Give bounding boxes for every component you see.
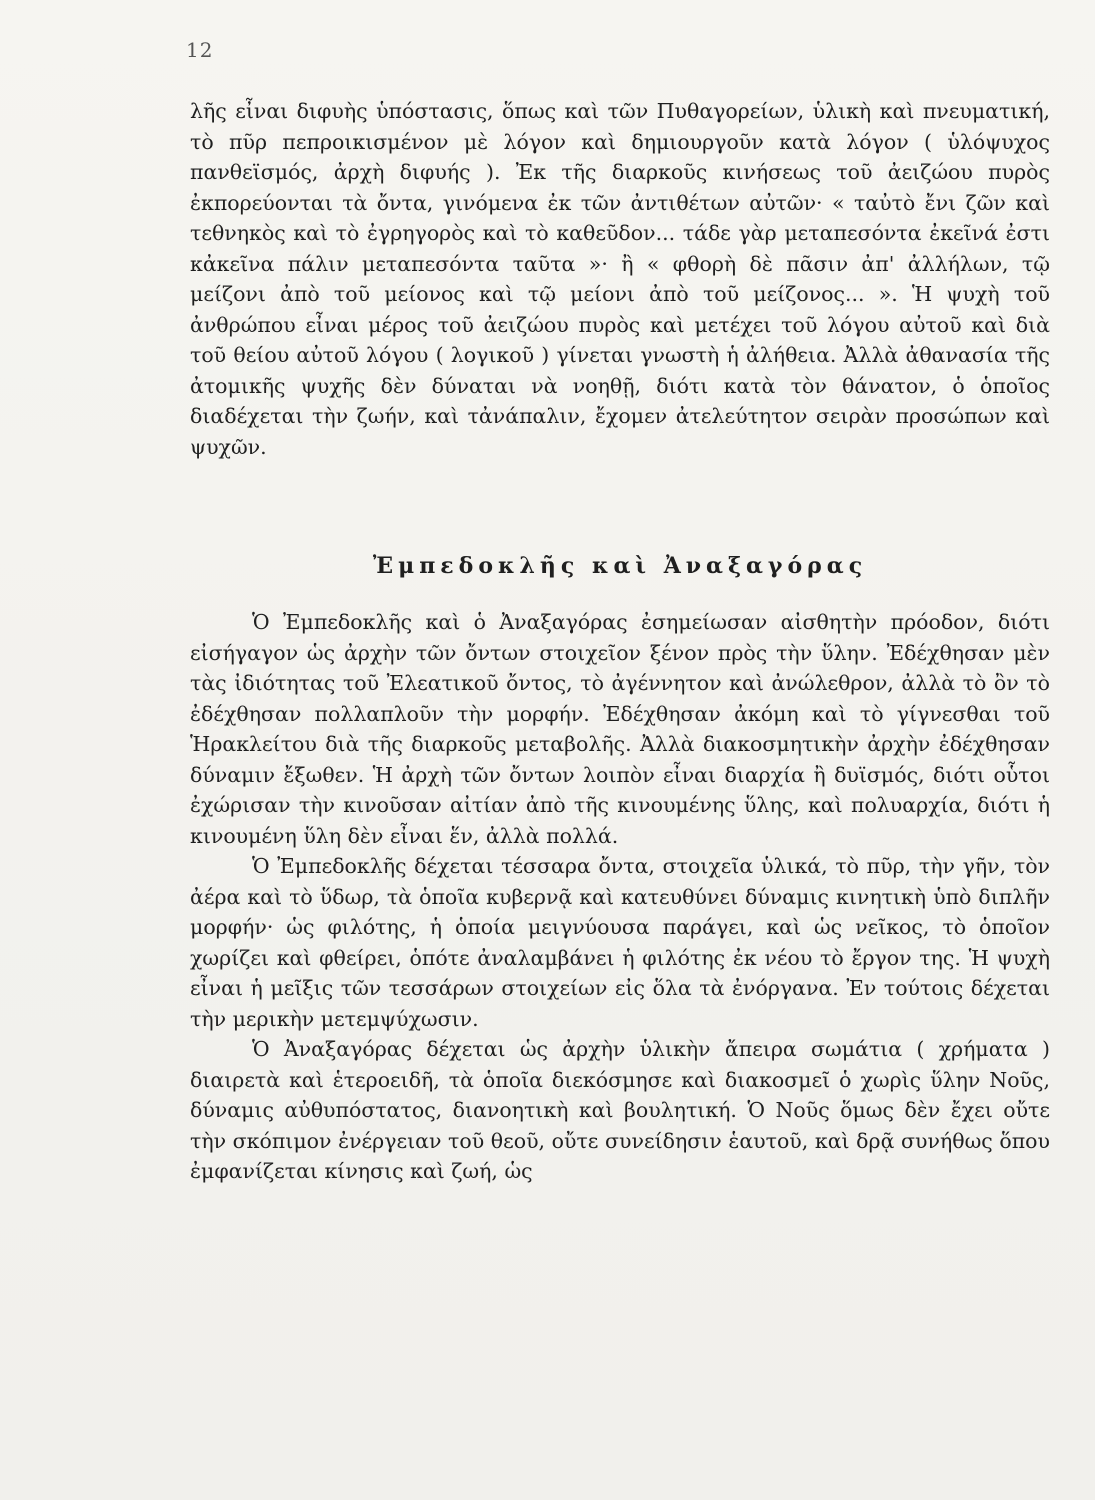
- section-intro-text: [190, 96, 1050, 462]
- section-body-text: [190, 607, 1050, 1187]
- paragraph: Ὁ Ἐμπεδοκλῆς δέχεται τέσσαρα ὄντα, στοιχεῖα ὑλικά, τὸ πῦρ, τὴν γῆν, τὸν ἀέρα καὶ τὸ ὕδωρ, τὰ ὁποῖα κυβερνᾷ καὶ κατευθύνει δύναμις κινητικὴ ὑπὸ διπλῆν μορφήν· ὡς φιλότης, ἡ ὁποία μειγνύουσα παράγει, καὶ ὡς νεῖκος, τὸ ὁποῖον χωρίζει καὶ φθείρει, ὁπότε ἀναλαμβάνει ἡ φιλότης ἐκ νέου τὸ ἔργον της. Ἡ ψυχὴ εἶναι ἡ μεῖξις τῶν τεσσάρων στοιχείων εἰς ὅλα τὰ ἐνόργανα. Ἐν τούτοις δέχεται τὴν μερικὴν μετεμψύχωσιν.: [190, 854, 1050, 1031]
- paragraph: λῆς εἶναι διφυὴς ὑπόστασις, ὅπως καὶ τῶν Πυθαγορείων, ὑλικὴ καὶ πνευματική, τὸ πῦρ πεπροικισμένον μὲ λόγον καὶ δημιουργοῦν κατὰ λόγον ( ὑλόψυχος πανθεϊσμός, ἀρχὴ διφυής ). Ἐκ τῆς διαρκοῦς κινήσεως τοῦ ἀειζώου πυρὸς ἐκπορεύονται τὰ ὄντα, γινόμενα ἐκ τῶν ἀντιθέτων αὐτῶν· « ταὐτὸ ἔνι ζῶν καὶ τεθνηκὸς καὶ τὸ ἐγρηγορὸς καὶ τὸ καθεῦδον... τάδε γὰρ μεταπεσόντα ἐκεῖνά ἐστι κἀκεῖνα πάλιν μεταπεσόντα ταῦτα »· ἢ « φθορὴ δὲ πᾶσιν ἀπ' ἀλλήλων, τῷ μείζονι ἀπὸ τοῦ μείονος καὶ τῷ μείονι ἀπὸ τοῦ μείζονος... ». Ἡ ψυχὴ τοῦ ἀνθρώπου εἶναι μέρος τοῦ ἀειζώου πυρὸς καὶ μετέχει τοῦ λόγου αὐτοῦ καὶ διὰ τοῦ θείου αὐτοῦ λόγου ( λογικοῦ ) γίνεται γνωστὴ ἡ ἀλήθεια. Ἀλλὰ ἀθανασία τῆς ἀτομικῆς ψυχῆς δὲν δύναται νὰ νοηθῇ, διότι κατὰ τὸν θάνατον, ὁ ὁποῖος διαδέχεται τὴν ζωήν, καὶ τἀνάπαλιν, ἔχομεν ἀτελεύτητον σειρὰν προσώπων καὶ ψυχῶν.: [190, 99, 1050, 459]
- section-heading: Ἐμπεδοκλῆς καὶ Ἀναξαγόρας: [372, 553, 868, 579]
- page-number: 12: [186, 38, 214, 62]
- paragraph: Ὁ Ἀναξαγόρας δέχεται ὡς ἀρχὴν ὑλικὴν ἄπειρα σωμάτια ( χρήματα ) διαιρετὰ καὶ ἑτεροειδῆ, τὰ ὁποῖα διεκόσμησε καὶ διακοσμεῖ ὁ χωρὶς ὕλην Νοῦς, δύναμις αὐθυπόστατος, διανοητικὴ καὶ βουλητική. Ὁ Νοῦς ὅμως δὲν ἔχει οὔτε τὴν σκόπιμον ἐνέργειαν τοῦ θεοῦ, οὔτε συνείδησιν ἑαυτοῦ, καὶ δρᾷ συνήθως ὅπου ἐμφανίζεται κίνησις καὶ ζωή, ὡς: [190, 1037, 1050, 1183]
- paragraph: Ὁ Ἐμπεδοκλῆς καὶ ὁ Ἀναξαγόρας ἐσημείωσαν αἰσθητὴν πρόοδον, διότι εἰσήγαγον ὡς ἀρχὴν τῶν ὄντων στοιχεῖον ξένον πρὸς τὴν ὕλην. Ἐδέχθησαν μὲν τὰς ἰδιότητας τοῦ Ἐλεατικοῦ ὄντος, τὸ ἀγέννητον καὶ ἀνώλεθρον, ἀλλὰ τὸ ὂν τὸ ἐδέχθησαν πολλαπλοῦν τὴν μορφήν. Ἐδέχθησαν ἀκόμη καὶ τὸ γίγνεσθαι τοῦ Ἡρακλείτου διὰ τῆς διαρκοῦς μεταβολῆς. Ἀλλὰ διακοσμητικὴν ἀρχὴν ἐδέχθησαν δύναμιν ἔξωθεν. Ἡ ἀρχὴ τῶν ὄντων λοιπὸν εἶναι διαρχία ἢ δυϊσμός, διότι οὗτοι ἐχώρισαν τὴν κινοῦσαν αἰτίαν ἀπὸ τῆς κινουμένης ὕλης, καὶ πολυαρχία, διότι ἡ κινουμένη ὕλη δὲν εἶναι ἕν, ἀλλὰ πολλά.: [190, 610, 1050, 848]
